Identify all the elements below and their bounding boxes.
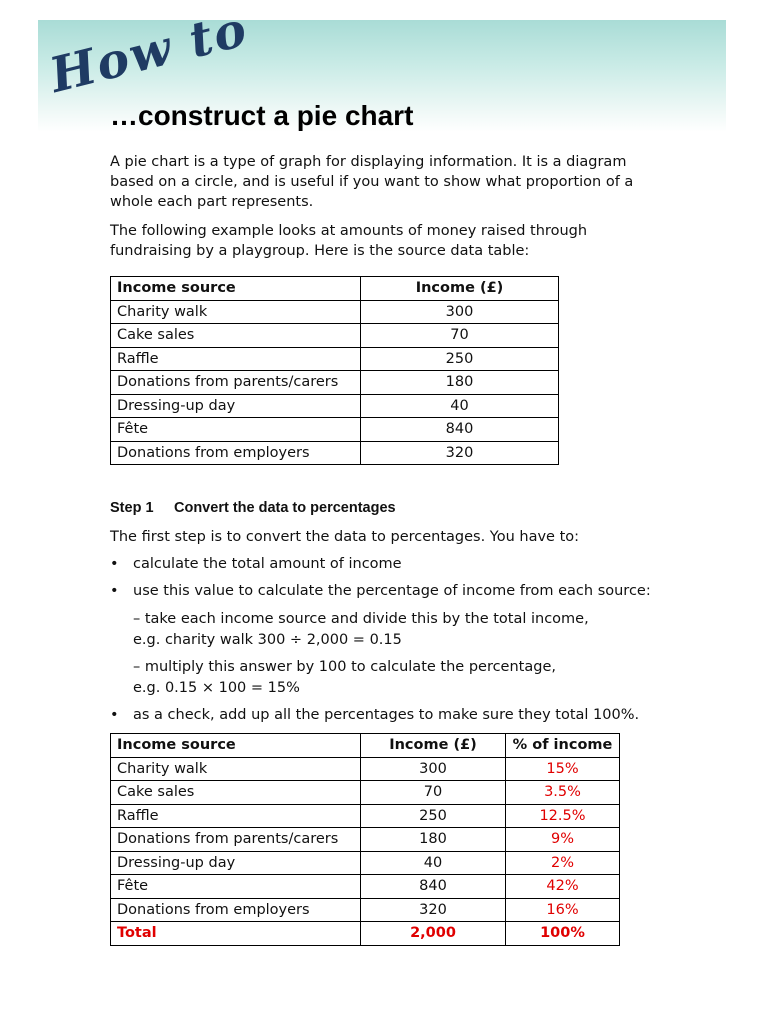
sub-item: – multiply this answer by 100 to calculate the percentage, [133, 659, 556, 675]
income-cell: 320 [361, 898, 506, 922]
table-header-row [111, 734, 620, 758]
income-cell: 180 [361, 371, 559, 395]
bullet-text: as a check, add up all the percentages to make sure they total 100%. [133, 707, 640, 723]
table-row [111, 828, 620, 852]
income-source-cell: Donations from employers [111, 898, 361, 922]
table-row [111, 851, 620, 875]
table-row [111, 347, 559, 371]
sub-item-example: e.g. charity walk 300 ÷ 2,000 = 0.15 [133, 632, 402, 648]
step-title: Convert the data to percentages [174, 500, 396, 516]
bullet-dot: • [110, 556, 119, 572]
bullet-item [110, 554, 402, 574]
bullet-text: calculate the total amount of income [133, 556, 402, 572]
income-source-cell: Donations from parents/carers [111, 371, 361, 395]
percent-cell: 42% [506, 875, 620, 899]
income-source-cell: Dressing-up day [111, 394, 361, 418]
table-row [111, 898, 620, 922]
income-source-cell: Fête [111, 418, 361, 442]
table-row [111, 300, 559, 324]
header-income-source: Income source [111, 277, 361, 301]
header-percent: % of income [506, 734, 620, 758]
header-income-source: Income source [111, 734, 361, 758]
percent-cell: 9% [506, 828, 620, 852]
income-cell: 250 [361, 804, 506, 828]
income-source-cell: Cake sales [111, 781, 361, 805]
income-source-cell: Raffle [111, 347, 361, 371]
income-cell: 40 [361, 851, 506, 875]
income-source-cell: Fête [111, 875, 361, 899]
sub-item: – take each income source and divide this by the total income, [133, 611, 589, 627]
income-cell: 180 [361, 828, 506, 852]
total-label: Total [111, 922, 361, 946]
bullet-item [110, 705, 639, 725]
bullet-text: use this value to calculate the percentage of income from each source: [133, 583, 651, 599]
percent-cell: 12.5% [506, 804, 620, 828]
table-row [111, 757, 620, 781]
step-heading [110, 500, 396, 516]
income-source-cell: Charity walk [111, 300, 361, 324]
page-title: …construct a pie chart [110, 100, 414, 131]
income-cell: 250 [361, 347, 559, 371]
header-income: Income (£) [361, 734, 506, 758]
intro-paragraph-2: The following example looks at amounts of money raised through fundraising by a playgroup. Here is the source data table: [110, 223, 588, 259]
table-row [111, 394, 559, 418]
table-row [111, 324, 559, 348]
income-cell: 840 [361, 875, 506, 899]
total-income: 2,000 [361, 922, 506, 946]
income-cell: 320 [361, 441, 559, 465]
percentage-table [110, 733, 620, 946]
income-cell: 300 [361, 757, 506, 781]
income-source-cell: Dressing-up day [111, 851, 361, 875]
intro-paragraph-1: A pie chart is a type of graph for displaying information. It is a diagram based on a circle, and is useful if you want to show what proportion of a whole each part represents. [110, 154, 634, 210]
bullet-dot: • [110, 707, 119, 723]
table-row [111, 418, 559, 442]
header-income: Income (£) [361, 277, 559, 301]
income-cell: 840 [361, 418, 559, 442]
table-header-row [111, 277, 559, 301]
income-source-cell: Raffle [111, 804, 361, 828]
percent-cell: 2% [506, 851, 620, 875]
income-source-cell: Charity walk [111, 757, 361, 781]
percent-cell: 3.5% [506, 781, 620, 805]
percent-cell: 15% [506, 757, 620, 781]
income-source-cell: Donations from employers [111, 441, 361, 465]
step-intro: The first step is to convert the data to percentages. You have to: [110, 529, 580, 545]
table-row [111, 441, 559, 465]
income-cell: 40 [361, 394, 559, 418]
income-source-cell: Cake sales [111, 324, 361, 348]
income-cell: 70 [361, 781, 506, 805]
step-number: Step 1 [110, 500, 154, 516]
total-percent: 100% [506, 922, 620, 946]
table-row [111, 875, 620, 899]
income-source-cell: Donations from parents/carers [111, 828, 361, 852]
source-data-table [110, 276, 559, 465]
bullet-dot: • [110, 583, 119, 599]
sub-item-example: e.g. 0.15 × 100 = 15% [133, 680, 300, 696]
percent-cell: 16% [506, 898, 620, 922]
table-row [111, 781, 620, 805]
bullet-item [110, 581, 651, 601]
income-cell: 300 [361, 300, 559, 324]
total-row [111, 922, 620, 946]
table-row [111, 371, 559, 395]
income-cell: 70 [361, 324, 559, 348]
how-to-logo: How to [44, 0, 254, 105]
table-row [111, 804, 620, 828]
